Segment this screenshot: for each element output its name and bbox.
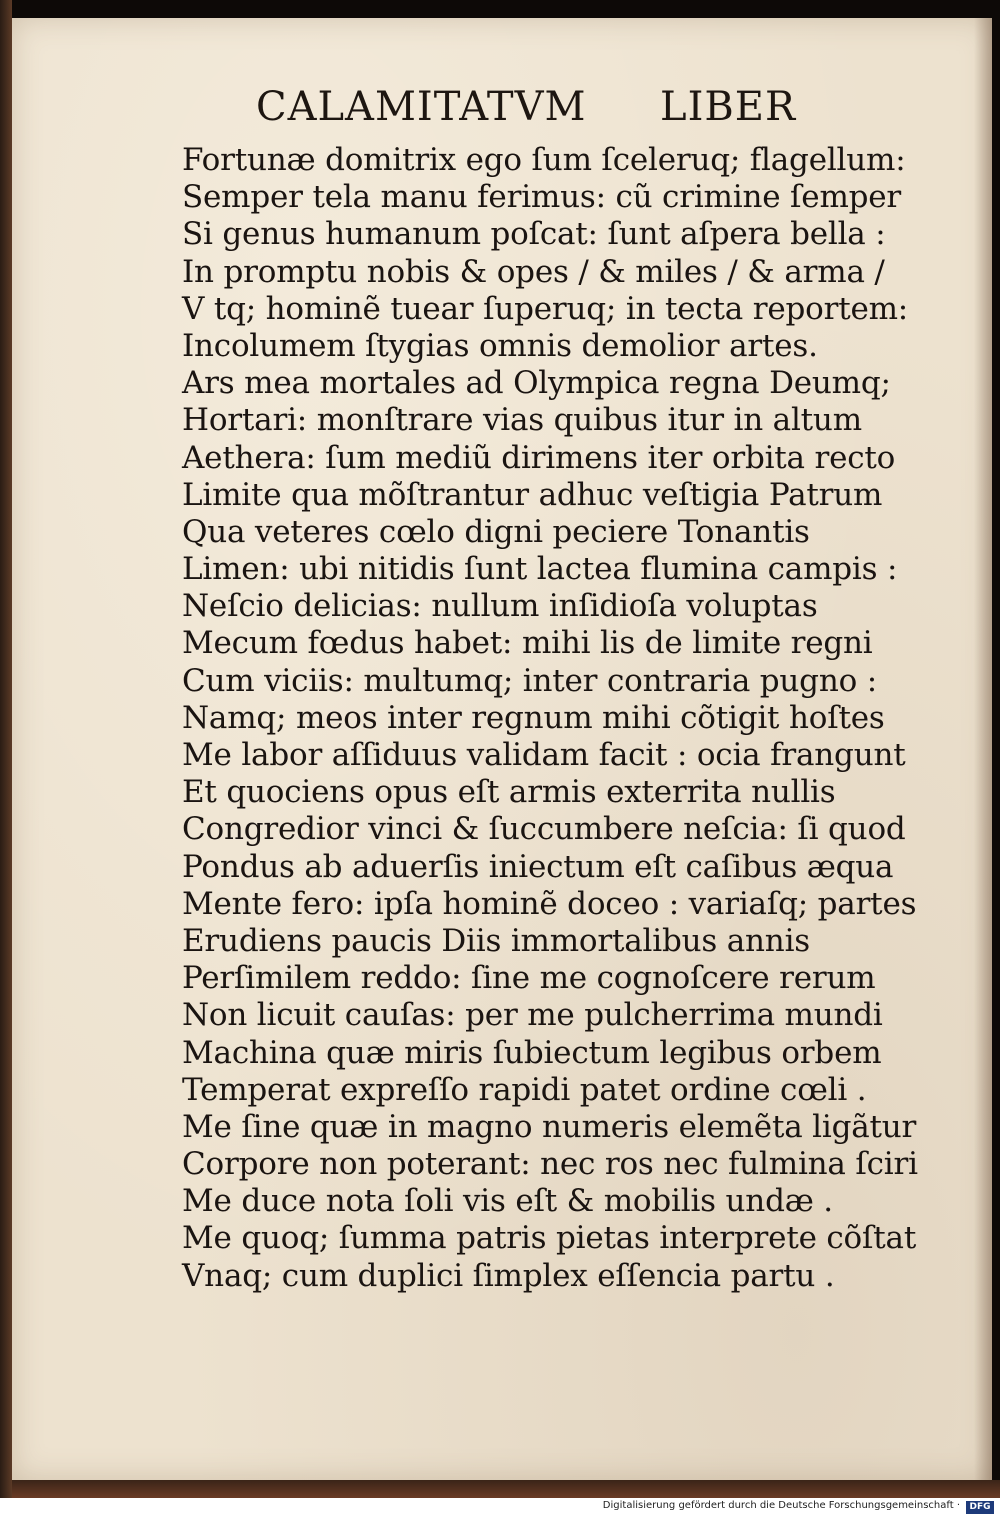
verse-line: Me duce nota ſoli vis eſt & mobilis undæ . bbox=[182, 1183, 833, 1220]
verse-line: Incolumem ſtygias omnis demolior artes. bbox=[182, 327, 818, 364]
verse-block bbox=[182, 142, 942, 1295]
verse-line: Neſcio delicias: nullum inſidioſa voluptas bbox=[182, 588, 818, 625]
verse-line: Limen: ubi nitidis ſunt lactea flumina campis : bbox=[182, 551, 898, 588]
verse-line: Namq; meos inter regnum mihi cõtigit hoſtes bbox=[182, 699, 885, 736]
verse-line: Hortari: monſtrare vias quibus itur in altum bbox=[182, 402, 862, 439]
running-head-left: CALAMITATVM bbox=[256, 84, 587, 130]
verse-line: Si genus humanum poſcat: ſunt aſpera bella : bbox=[182, 216, 886, 253]
verse-line: Qua veteres cœlo digni peciere Tonantis bbox=[182, 513, 810, 550]
verse-line: Ars mea mortales ad Olympica regna Deumq; bbox=[182, 365, 891, 402]
verse-line: Me quoq; ſumma patris pietas interprete cõſtat bbox=[182, 1220, 917, 1257]
running-head-right: LIBER bbox=[660, 84, 797, 130]
verse-line: Aethera: ſum mediũ dirimens iter orbita recto bbox=[182, 439, 896, 476]
verse-line: Et quociens opus eſt armis exterrita nullis bbox=[182, 774, 836, 811]
verse-line: Temperat expreſſo rapidi patet ordine cœli . bbox=[182, 1071, 867, 1108]
verse-line: V tq; hominẽ tuear ſuperuq; in tecta reportem: bbox=[182, 290, 909, 327]
verse-line: Mente fero: ipſa hominẽ doceo : variaſq; partes bbox=[182, 885, 917, 922]
dfg-logo: DFG bbox=[966, 1501, 994, 1514]
verse-line: Congredior vinci & ſuccumbere neſcia: ſi quod bbox=[182, 811, 906, 848]
book-bottom-edge bbox=[12, 1480, 1000, 1498]
verse-line: Non licuit cauſas: per me pulcherrima mundi bbox=[182, 997, 883, 1034]
verse-line: Mecum fœdus habet: mihi lis de limite regni bbox=[182, 625, 873, 662]
running-head bbox=[12, 78, 992, 138]
verse-line: Fortunæ domitrix ego ſum ſceleruq; flagellum: bbox=[182, 142, 906, 178]
verse-line: Pondus ab aduerſis iniectum eſt caſibus æqua bbox=[182, 848, 894, 885]
verse-line: Corpore non poterant: nec ros nec fulmina ſciri bbox=[182, 1146, 918, 1183]
verse-line: Cum viciis: multumq; inter contraria pugno : bbox=[182, 662, 877, 699]
verse-line: Semper tela manu ferimus: cũ crimine ſemper bbox=[182, 179, 902, 216]
verse-line: Vnaq; cum duplici ſimplex eſſencia partu . bbox=[182, 1257, 835, 1294]
verse-line: Erudiens paucis Diis immortalibus annis bbox=[182, 922, 810, 959]
verse-line: Perſimilem reddo: ſine me cognoſcere rerum bbox=[182, 960, 876, 997]
verse-line: Me ſine quæ in magno numeris elemẽta ligãtur bbox=[182, 1108, 917, 1145]
footer-bar bbox=[0, 1498, 1000, 1518]
verse-line: Limite qua mõſtrantur adhuc veſtigia Patrum bbox=[182, 476, 883, 513]
binding-edge bbox=[0, 0, 12, 1500]
verse-line: Me labor aſſiduus validam facit : ocia frangunt bbox=[182, 737, 906, 773]
verse-line: Machina quæ miris ſubiectum legibus orbem bbox=[182, 1034, 882, 1071]
book-page bbox=[12, 18, 992, 1480]
page-gutter-shadow bbox=[974, 18, 992, 1480]
verse-line: In promptu nobis & opes / & miles / & arma / bbox=[182, 253, 885, 290]
funding-credit: Digitalisierung gefördert durch die Deutsche Forschungsgemeinschaft · bbox=[602, 1500, 960, 1511]
